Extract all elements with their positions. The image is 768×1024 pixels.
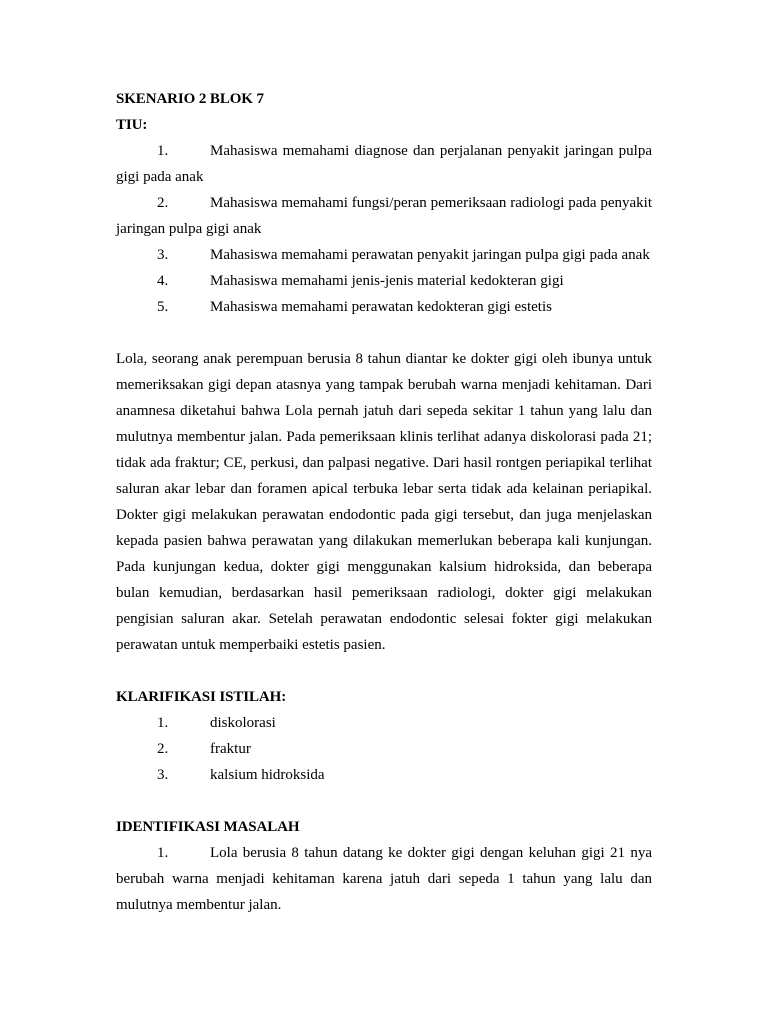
list-number: 3. bbox=[157, 767, 169, 783]
list-text: Mahasiswa memahami perawatan kedokteran gigi estetis bbox=[210, 299, 552, 315]
list-text: kalsium hidroksida bbox=[210, 767, 325, 783]
tiu-list-item bbox=[116, 138, 652, 190]
list-number: 1. bbox=[157, 143, 169, 159]
section-gap bbox=[116, 658, 652, 684]
klarifikasi-list-item bbox=[116, 710, 652, 736]
list-number: 1. bbox=[157, 715, 169, 731]
section-gap bbox=[116, 320, 652, 346]
list-text: Lola berusia 8 tahun datang ke dokter gigi dengan keluhan gigi 21 nya berubah warna menjadi kehitaman karena jatuh dari sepeda 1 tahun yang lalu dan mulutnya membentur jalan. bbox=[116, 845, 652, 913]
list-number: 1. bbox=[157, 845, 169, 861]
list-text: fraktur bbox=[210, 741, 251, 757]
section-gap bbox=[116, 788, 652, 814]
list-number: 4. bbox=[157, 273, 169, 289]
document-title: SKENARIO 2 BLOK 7 bbox=[116, 91, 264, 107]
tiu-list-item bbox=[116, 190, 652, 242]
section-heading-tiu: TIU: bbox=[116, 117, 148, 133]
list-text: Mahasiswa memahami jenis-jenis material kedokteran gigi bbox=[210, 273, 564, 289]
list-text: diskolorasi bbox=[210, 715, 276, 731]
section-heading-klarifikasi: KLARIFIKASI ISTILAH: bbox=[116, 689, 287, 705]
list-text: Mahasiswa memahami perawatan penyakit jaringan pulpa gigi pada anak bbox=[210, 247, 650, 263]
list-number: 5. bbox=[157, 299, 169, 315]
section-heading-identifikasi: IDENTIFIKASI MASALAH bbox=[116, 819, 300, 835]
klarifikasi-list-item bbox=[116, 762, 652, 788]
list-number: 2. bbox=[157, 741, 169, 757]
identifikasi-list-item bbox=[116, 840, 652, 918]
list-text: Mahasiswa memahami fungsi/peran pemeriksaan radiologi pada penyakit jaringan pulpa gigi anak bbox=[116, 195, 652, 237]
list-number: 2. bbox=[157, 195, 169, 211]
list-text: Mahasiswa memahami diagnose dan perjalanan penyakit jaringan pulpa gigi pada anak bbox=[116, 143, 652, 185]
tiu-list-item bbox=[116, 294, 652, 320]
document-body bbox=[116, 86, 652, 918]
klarifikasi-list-item bbox=[116, 736, 652, 762]
case-narrative-paragraph: Lola, seorang anak perempuan berusia 8 tahun diantar ke dokter gigi oleh ibunya untuk memeriksakan gigi depan atasnya yang tampak berubah warna menjadi kehitaman. Dari anamnesa diketahui bahwa Lola pernah jatuh dari sepeda sekitar 1 tahun yang lalu dan mulutnya membentur jalan. Pada pemeriksaan klinis terlihat adanya diskolorasi pada 21; tidak ada fraktur; CE, perkusi, dan palpasi negative. Dari hasil rontgen periapikal terlihat saluran akar lebar dan foramen apical terbuka lebar serta tidak ada kelainan periapikal. Dokter gigi melakukan perawatan endodontic pada gigi tersebut, dan juga menjelaskan kepada pasien bahwa perawatan yang dilakukan memerlukan beberapa kali kunjungan. Pada kunjungan kedua, dokter gigi menggunakan kalsium hidroksida, dan beberapa bulan kemudian, berdasarkan hasil pemeriksaan radiologi, dokter gigi melakukan pengisian saluran akar. Setelah perawatan endodontic selesai fokter gigi melakukan perawatan untuk memperbaiki estetis pasien. bbox=[116, 351, 652, 653]
list-number: 3. bbox=[157, 247, 169, 263]
tiu-list-item bbox=[116, 242, 652, 268]
tiu-list-item bbox=[116, 268, 652, 294]
